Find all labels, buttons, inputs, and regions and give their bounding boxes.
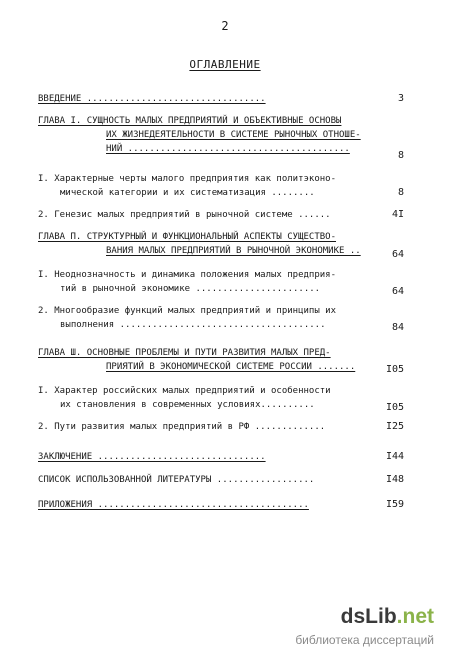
toc-page-number: 64: [391, 286, 404, 297]
toc-page-number: 8: [397, 187, 404, 198]
toc-section-2-2-line-2: выполнения ......................................: [60, 320, 326, 330]
toc-chapter-3-line-1: ГЛАВА Ш. ОСНОВНЫЕ ПРОБЛЕМЫ И ПУТИ РАЗВИТИЯ МАЛЫХ ПРЕД-: [38, 348, 331, 358]
toc-section-2-1-line-2: тий в рыночной экономике .......................: [60, 284, 321, 294]
toc-chapter-1-line-3: НИЙ .........................................: [106, 144, 350, 154]
toc-chapter-2-line-2: ВАНИЯ МАЛЫХ ПРЕДПРИЯТИЙ В РЫНОЧНОЙ ЭКОНОМИКЕ ..: [106, 246, 361, 256]
toc-section-3-1-line-1: I. Характер российских малых предприятий и особенности: [38, 386, 331, 396]
toc-section-1-1-line-2: мической категории и их систематизация ........: [60, 188, 315, 198]
toc-conclusion: ЗАКЛЮЧЕНИЕ ...............................: [38, 452, 266, 462]
toc-page-number: I05: [385, 402, 404, 413]
toc-page-number: I48: [385, 474, 404, 485]
toc-page-number: 8: [397, 150, 404, 161]
toc-page-number: 84: [391, 322, 404, 333]
toc-section-1-2: 2. Генезис малых предприятий в рыночной системе ......: [38, 210, 331, 220]
toc-section-3-2: 2. Пути развития малых предприятий в РФ .............: [38, 422, 326, 432]
toc-chapter-3-line-2: ПРИЯТИЙ В ЭКОНОМИЧЕСКОЙ СИСТЕМЕ РОССИИ .......: [106, 362, 356, 372]
toc-section-2-1-line-1: I. Неоднозначность и динамика положения малых предприя-: [38, 270, 337, 280]
toc-page-number: I05: [385, 364, 404, 375]
toc-page-number: I44: [385, 451, 404, 462]
toc-page-number: I59: [385, 499, 404, 510]
toc-page-number: 4I: [391, 209, 404, 220]
toc-title: ОГЛАВЛЕНИЕ: [189, 58, 261, 71]
toc-section-3-1-line-2: их становления в современных условиях..........: [60, 400, 315, 410]
page-number: 2: [221, 19, 229, 33]
toc-chapter-1-line-2: ИХ ЖИЗНЕДЕЯТЕЛЬНОСТИ В СИСТЕМЕ РЫНОЧНЫХ ОТНОШЕ-: [106, 130, 361, 140]
dslib-watermark-logo: dsLib.net: [340, 605, 434, 628]
toc-chapter-2-line-1: ГЛАВА П. СТРУКТУРНЫЙ И ФУНКЦИОНАЛЬНЫЙ АСПЕКТЫ СУЩЕСТВО-: [38, 232, 337, 242]
toc-bibliography: СПИСОК ИСПОЛЬЗОВАННОЙ ЛИТЕРАТУРЫ ..................: [38, 475, 315, 485]
dslib-watermark-subtitle: библиотека диссертаций: [295, 633, 434, 647]
toc-entry-introduction: ВВЕДЕНИЕ .................................: [38, 94, 266, 104]
toc-page-number: 3: [397, 93, 404, 104]
toc-appendices: ПРИЛОЖЕНИЯ .......................................: [38, 500, 309, 510]
toc-section-2-2-line-1: 2. Многообразие функций малых предприятий и принципы их: [38, 306, 337, 316]
toc-page-number: 64: [391, 249, 404, 260]
toc-page-number: I25: [385, 421, 404, 432]
toc-chapter-1-line-1: ГЛАВА I. СУЩНОСТЬ МАЛЫХ ПРЕДПРИЯТИЙ И ОБЪЕКТИВНЫЕ ОСНОВЫ: [38, 116, 342, 126]
toc-section-1-1-line-1: I. Характерные черты малого предприятия как политэконо-: [38, 174, 337, 184]
